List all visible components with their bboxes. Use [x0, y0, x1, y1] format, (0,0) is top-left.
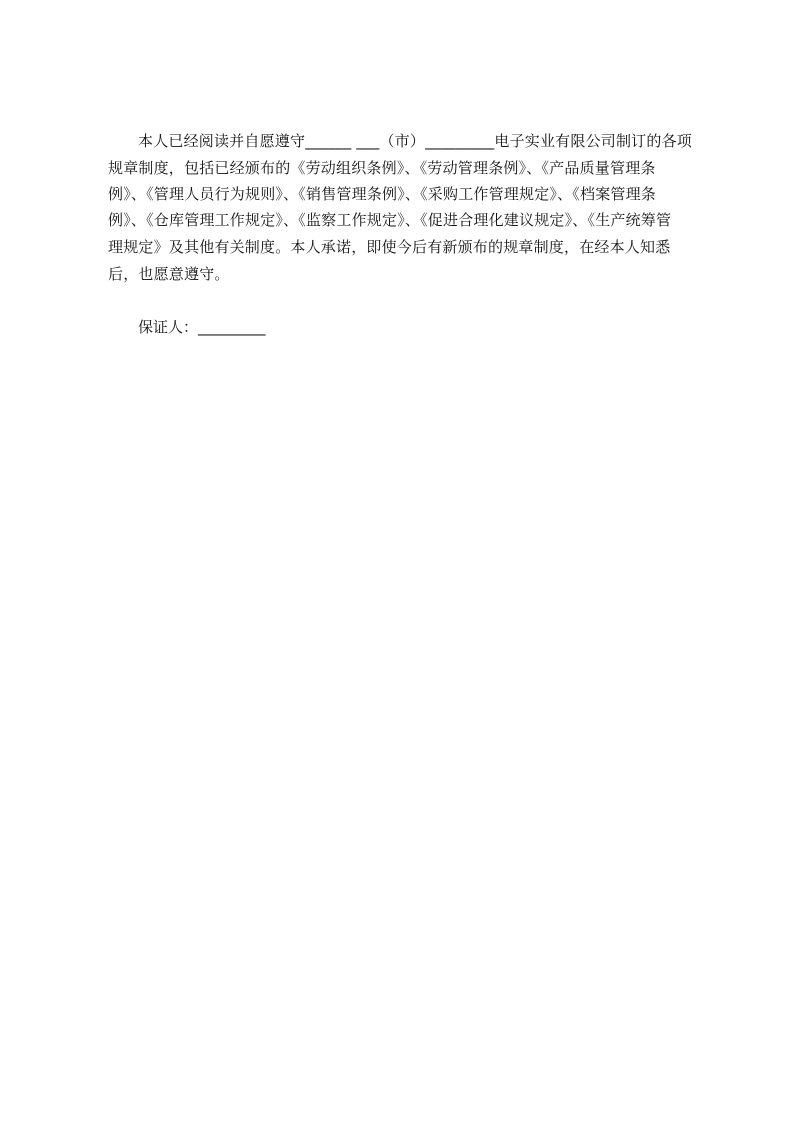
- commitment-paragraph-line-2: 规章制度，包括已经颁布的《劳动组织条例》、《劳动管理条例》、《产品质量管理条: [108, 159, 656, 177]
- commitment-paragraph-line-3: 例》、《管理人员行为规则》、《销售管理条例》、《采购工作管理规定》、《档案管理条: [108, 185, 657, 203]
- commitment-paragraph-line-4: 例》、《仓库管理工作规定》、《监察工作规定》、《促进合理化建议规定》、《生产统筹管: [108, 211, 672, 229]
- commitment-paragraph-line-6: 后，也愿意遵守。: [108, 265, 230, 283]
- commitment-paragraph-line-5: 理规定》及其他有关制度。本人承诺，即使今后有新颁布的规章制度，在经本人知悉: [108, 238, 671, 256]
- commitment-paragraph-line-1: 本人已经阅读并自愿遵守______ ___（市）_________电子实业有限公司制订的各项: [138, 132, 692, 150]
- guarantor-signature-line: 保证人：_________: [138, 318, 266, 336]
